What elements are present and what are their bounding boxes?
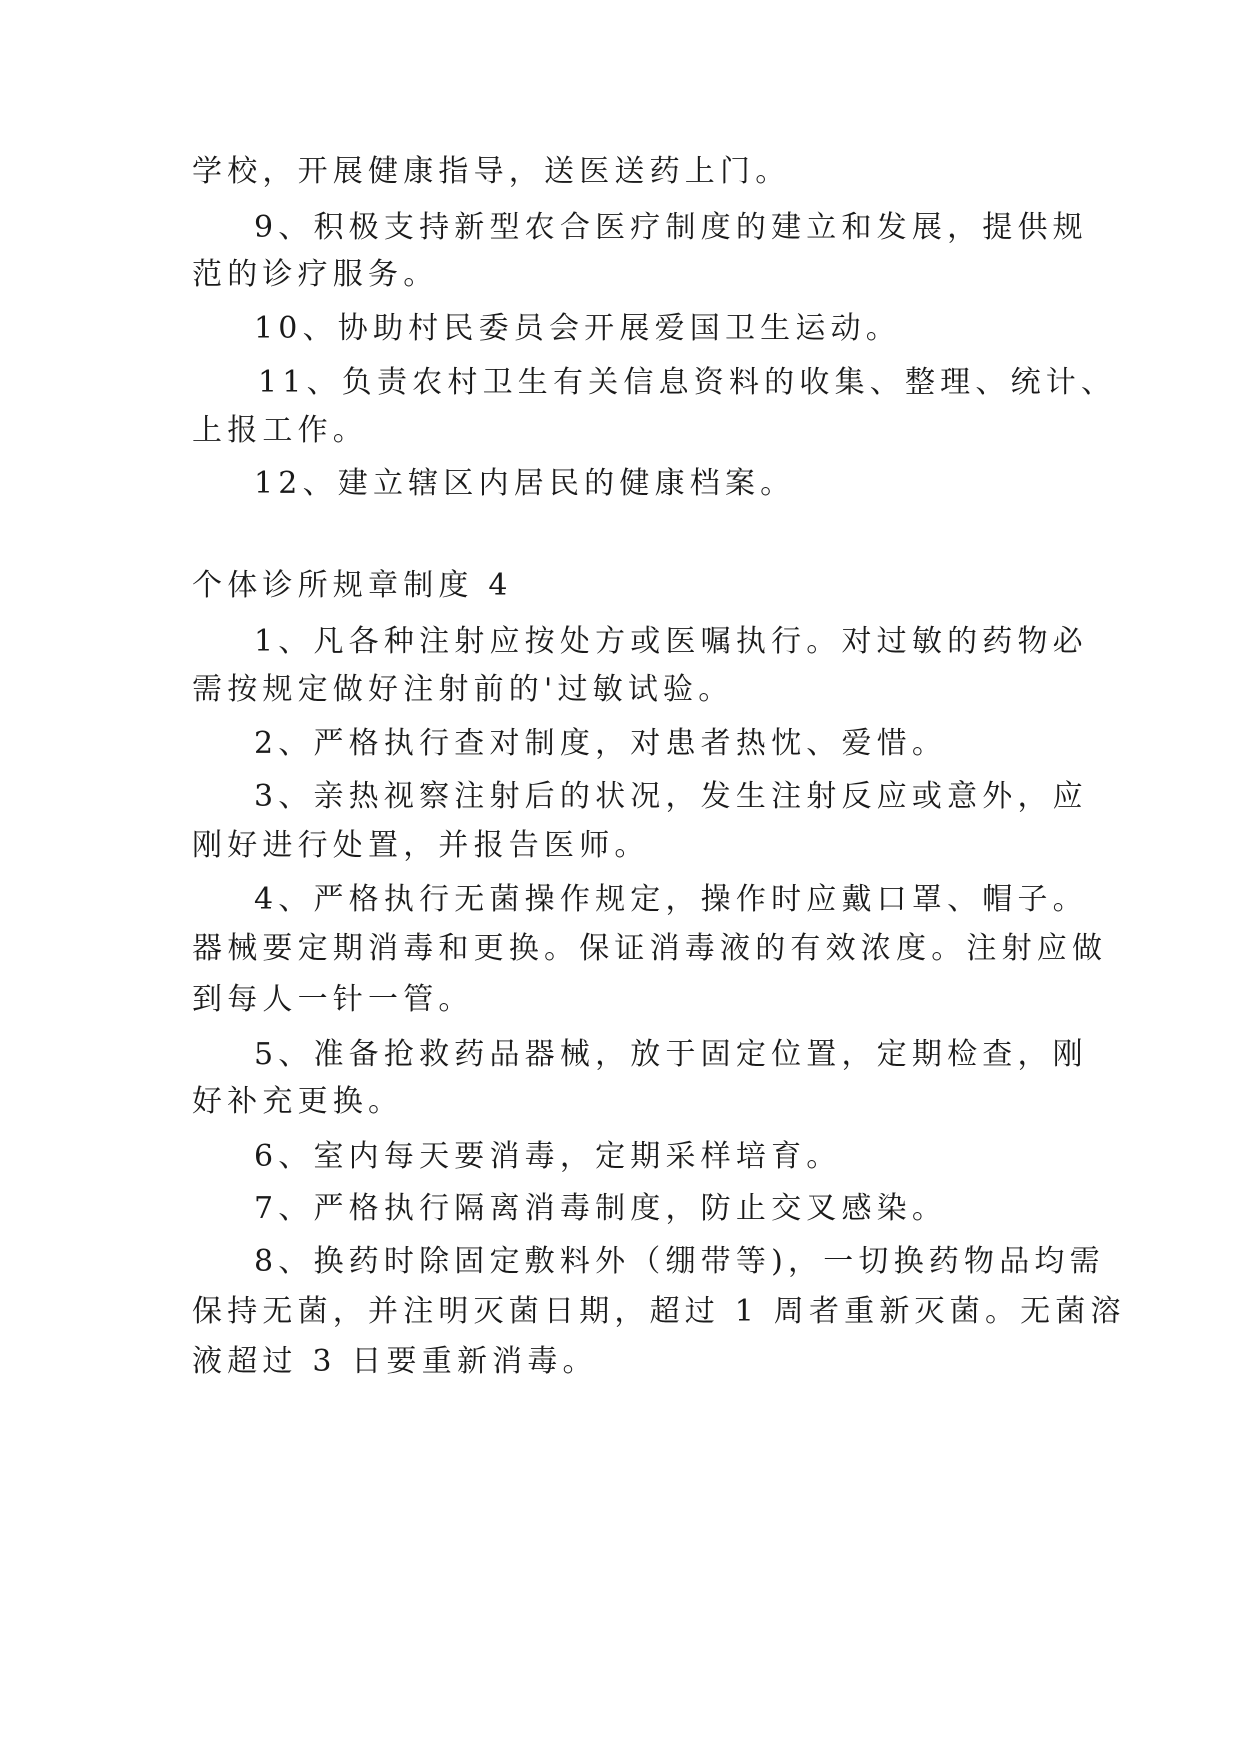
text-line: 需按规定做好注射前的'过敏试验。 bbox=[192, 672, 734, 707]
list-item-3: 3、亲热视察注射后的状况，发生注射反应或意外，应 bbox=[254, 779, 1088, 814]
text-line: 上报工作。 bbox=[192, 413, 368, 448]
text-line: 器械要定期消毒和更换。保证消毒液的有效浓度。注射应做 bbox=[192, 931, 1108, 966]
text-line: 学校，开展健康指导，送医送药上门。 bbox=[192, 154, 791, 189]
list-item-6: 6、室内每天要消毒，定期采样培育。 bbox=[254, 1139, 842, 1174]
list-item-9: 9、积极支持新型农合医疗制度的建立和发展，提供规 bbox=[254, 210, 1088, 245]
list-item-2: 2、严格执行查对制度，对患者热忱、爱惜。 bbox=[254, 726, 948, 761]
list-item-12: 12、建立辖区内居民的健康档案。 bbox=[254, 466, 796, 501]
text-line: 到每人一针一管。 bbox=[192, 982, 474, 1017]
text-line: 范的诊疗服务。 bbox=[192, 257, 439, 292]
text-line: 液超过 3 日要重新消毒。 bbox=[192, 1344, 598, 1379]
list-item-7: 7、严格执行隔离消毒制度，防止交叉感染。 bbox=[254, 1191, 948, 1226]
text-line: 刚好进行处置，并报告医师。 bbox=[192, 828, 650, 863]
text-line: 保持无菌，并注明灭菌日期，超过 1 周者重新灭菌。无菌溶 bbox=[192, 1294, 1126, 1329]
list-item-4: 4、严格执行无菌操作规定，操作时应戴口罩、帽子。 bbox=[254, 882, 1088, 917]
list-item-8: 8、换药时除固定敷料外（绷带等)，一切换药物品均需 bbox=[254, 1244, 1105, 1279]
list-item-5: 5、准备抢救药品器械，放于固定位置，定期检查，刚 bbox=[254, 1037, 1088, 1072]
list-item-11: 11、负责农村卫生有关信息资料的收集、整理、统计、 bbox=[258, 365, 1117, 400]
list-item-1: 1、凡各种注射应按处方或医嘱执行。对过敏的药物必 bbox=[254, 624, 1088, 659]
section-title: 个体诊所规章制度 4 bbox=[192, 568, 513, 603]
text-line: 好补充更换。 bbox=[192, 1084, 404, 1119]
list-item-10: 10、协助村民委员会开展爱国卫生运动。 bbox=[254, 311, 901, 346]
